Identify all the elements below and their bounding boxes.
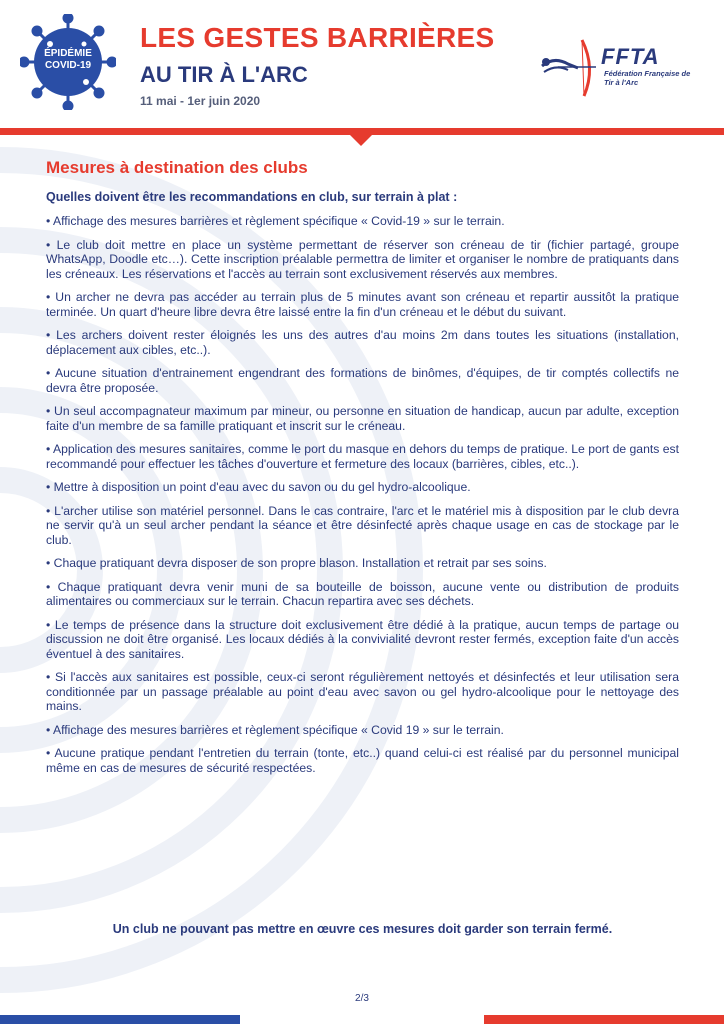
section-question: Quelles doivent être les recommandations en club, sur terrain à plat : (46, 190, 458, 204)
list-item: • Un seul accompagnateur maximum par mineur, ou personne en situation de handicap, aucun par adulte, exception faite d'un membre de sa famille pratiquant et inscrit sur le créneau. (46, 404, 679, 433)
list-item: • Un archer ne devra pas accéder au terrain plus de 5 minutes avant son créneau et repartir aussitôt la pratique terminée. Un quart d'heure libre devra être laissé entre la fin d'un créneau et le début du suivant. (46, 290, 679, 319)
list-item: • Les archers doivent rester éloignés les uns des autres d'au moins 2m dans toutes les situations (installation, déplacement aux cibles, etc..). (46, 328, 679, 357)
list-item: • Application des mesures sanitaires, comme le port du masque en dehors du temps de pratique. Le port de gants est recommandé pour effectuer les tâches d'ouverture et fermeture des locaux (barrières, cibles, etc..). (46, 442, 679, 471)
list-item: • Le club doit mettre en place un système permettant de réserver son créneau de tir (fichier partagé, groupe WhatsApp, Doodle etc…). Cette inscription préalable permettra de limiter et organiser le nombre de pratiquants dans les créneaux. Les réservations et l'accès au terrain sont exclusivement réservés aux membres. (46, 237, 679, 281)
header-divider (0, 128, 724, 135)
list-item: • Affichage des mesures barrières et règlement spécifique « Covid-19 » sur le terrain. (46, 214, 505, 228)
badge-line1: ÉPIDÉMIE (44, 48, 92, 59)
page-subtitle: AU TIR À L'ARC (140, 62, 308, 87)
section-title: Mesures à destination des clubs (46, 158, 308, 177)
main-content (46, 158, 679, 784)
footer-bar-red (484, 1015, 724, 1024)
list-item: • Affichage des mesures barrières et règlement spécifique « Covid 19 » sur le terrain. (46, 722, 504, 737)
list-item: • Chaque pratiquant devra venir muni de sa bouteille de boisson, aucune vente ou distribution de produits alimentaires ou commerciaux sur le terrain. Chacun repartira avec ses déchets. (46, 579, 679, 608)
footer-bar-blue (0, 1015, 240, 1024)
ffta-logo-tagline: Fédération Française de Tir à l'Arc (604, 69, 691, 87)
header-divider-notch (350, 135, 372, 146)
list-item: • L'archer utilise son matériel personnel. Dans le cas contraire, l'arc et le matériel mis à disposition par le club devra ne servir qu'à un seul archer pendant la séance et être désinfecté après chaque usage en cas de stockage par le club. (46, 503, 679, 547)
list-item: • Aucune pratique pendant l'entretien du terrain (tonte, etc..) quand celui-ci est réalisé par du personnel municipal même en cas de mesures de sécurité respectées. (46, 746, 679, 775)
page-number: 2/3 (355, 993, 369, 1004)
badge-line2: COVID-19 (44, 60, 92, 71)
list-item: • Chaque pratiquant devra disposer de son propre blason. Installation et retrait par ses soins. (46, 556, 547, 570)
page-title: LES GESTES BARRIÈRES (140, 22, 495, 53)
date-range: 11 mai - 1er juin 2020 (140, 94, 261, 108)
list-item: • Si l'accès aux sanitaires est possible, ceux-ci seront régulièrement nettoyés et désinfectés et leur utilisation sera conditionnée par un passage préalable au point d'eau avec savon ou gel hydro-alcoolique pour le nettoyage des mains. (46, 670, 679, 713)
list-item: • Aucune situation d'entrainement engendrant des formations de binômes, d'équipes, de tir comptés collectifs ne devra être proposée. (46, 366, 679, 395)
list-item: • Le temps de présence dans la structure doit exclusivement être dédié à la pratique, aucun temps de partage ou discussion ne doit être organisé. Les locaux dédiés à la convivialité devront rester fermés, exception faite d'un accès éventuel à des sanitaires. (46, 617, 679, 661)
ffta-logo-name: FFTA (601, 44, 660, 69)
conclusion-text: Un club ne pouvant pas mettre en œuvre ces mesures doit garder son terrain fermé. (112, 922, 613, 936)
list-item: • Mettre à disposition un point d'eau avec du savon ou du gel hydro-alcoolique. (46, 480, 471, 494)
covid-badge (20, 48, 116, 72)
